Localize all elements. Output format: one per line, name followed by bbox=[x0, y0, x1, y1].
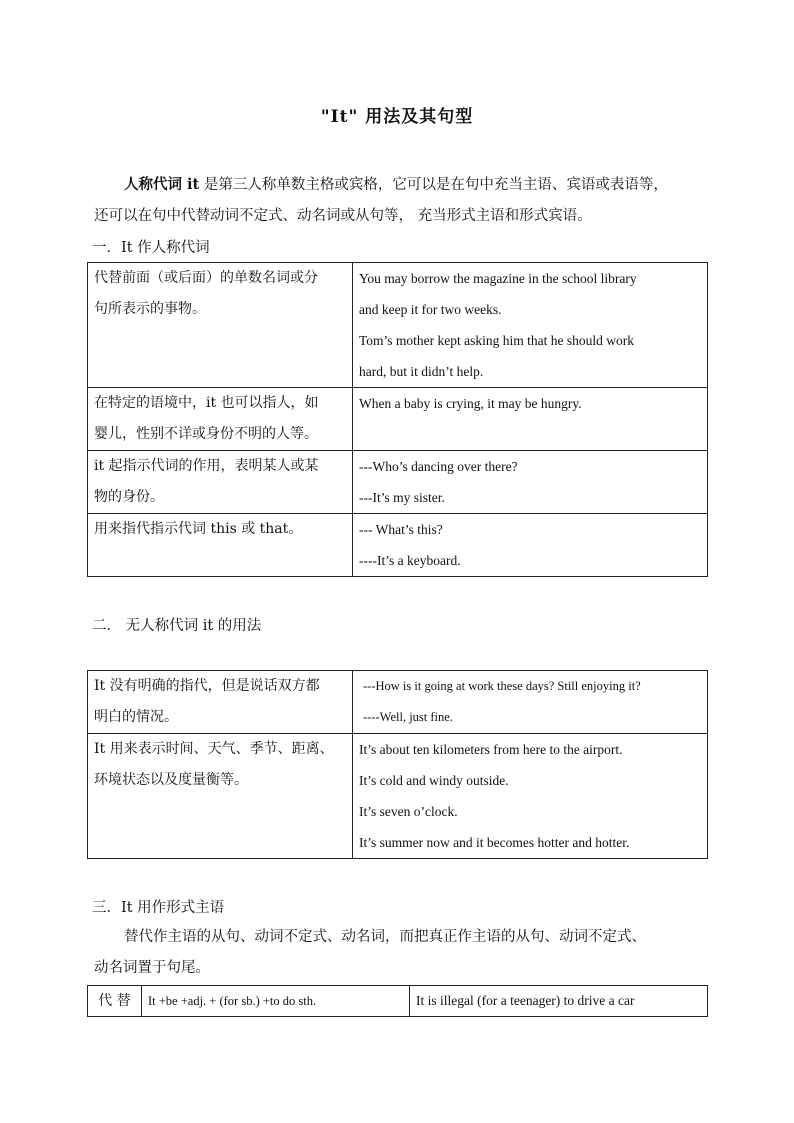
section2-heading: 二． 无人称代词 it 的用法 bbox=[92, 618, 262, 634]
cell-line: 在特定的语境中，it 也可以指人，如 bbox=[94, 395, 319, 411]
table-row bbox=[88, 986, 708, 1017]
table-cell-left bbox=[88, 263, 353, 388]
table-row bbox=[88, 734, 708, 859]
cell-line: hard, but it didn’t help. bbox=[359, 364, 484, 379]
table-cell-right bbox=[353, 263, 708, 388]
cell-line: It 没有明确的指代，但是说话双方都 bbox=[94, 678, 320, 694]
page-title: "It" 用法及其句型 bbox=[320, 107, 474, 127]
table-row bbox=[88, 451, 708, 514]
cell-line: --- What’s this? bbox=[359, 522, 443, 537]
intro-line-1-rest: 是第三人称单数主格或宾格，它可以是在句中充当主语、宾语或表语等， bbox=[199, 177, 668, 193]
table-cell-right bbox=[353, 671, 708, 734]
table-cell-left bbox=[88, 451, 353, 514]
cell-line: 用来指代指示代词 this 或 that。 bbox=[94, 521, 303, 537]
table-cell-left bbox=[88, 734, 353, 859]
cell-line: it 起指示代词的作用，表明某人或某 bbox=[94, 458, 319, 474]
cell-line: When a baby is crying, it may be hungry. bbox=[359, 396, 582, 411]
section1-table bbox=[87, 262, 708, 577]
section3-paragraph bbox=[94, 922, 706, 984]
section3-line-2: 动名词置于句尾。 bbox=[94, 960, 210, 976]
cell-line: It’s cold and windy outside. bbox=[359, 773, 509, 788]
section2-table bbox=[87, 670, 708, 859]
cell-line: Tom’s mother kept asking him that he should work bbox=[359, 333, 635, 348]
cell-line: ---It’s my sister. bbox=[359, 490, 445, 505]
cell-line: It’s summer now and it becomes hotter and hotter. bbox=[359, 835, 630, 850]
cell-line: 婴儿，性别不详或身份不明的人等。 bbox=[94, 426, 318, 442]
table-cell-example: It is illegal (for a teenager) to drive a car bbox=[410, 986, 708, 1017]
section1-heading: 一．It 作人称代词 bbox=[92, 240, 210, 256]
table-cell-right bbox=[353, 451, 708, 514]
table-cell-left bbox=[88, 388, 353, 451]
cell-line: ---How is it going at work these days? Still enjoying it? bbox=[363, 679, 641, 693]
cell-line: 代替前面（或后面）的单数名词或分 bbox=[94, 270, 318, 286]
cell-line: 明白的情况。 bbox=[94, 709, 178, 725]
table-cell-right bbox=[353, 514, 708, 577]
table-row bbox=[88, 263, 708, 388]
cell-line: ----It’s a keyboard. bbox=[359, 553, 461, 568]
cell-line: 环境状态以及度量衡等。 bbox=[94, 772, 248, 788]
cell-line: ---Who’s dancing over there? bbox=[359, 459, 518, 474]
cell-line: ----Well, just fine. bbox=[363, 710, 453, 724]
table-row bbox=[88, 388, 708, 451]
intro-line-2: 还可以在句中代替动词不定式、动名词或从句等， 充当形式主语和形式宾语。 bbox=[94, 208, 592, 224]
table-cell-right bbox=[353, 388, 708, 451]
section3-heading: 三．It 用作形式主语 bbox=[92, 900, 225, 916]
table-cell-left bbox=[88, 671, 353, 734]
cell-line: It 用来表示时间、天气、季节、距离、 bbox=[94, 741, 334, 757]
table-cell-right bbox=[353, 734, 708, 859]
table-row bbox=[88, 671, 708, 734]
table-cell-pattern: It +be +adj. + (for sb.) +to do sth. bbox=[142, 986, 410, 1017]
cell-line: It’s seven o’clock. bbox=[359, 804, 458, 819]
intro-line-1 bbox=[94, 169, 706, 201]
intro-bold-lead: 人称代词 it bbox=[124, 176, 200, 193]
cell-line: You may borrow the magazine in the school library bbox=[359, 271, 637, 286]
section3-line-1: 替代作主语的从句、动词不定式、动名词，而把真正作主语的从句、动词不定式、 bbox=[124, 929, 646, 945]
table-cell-left bbox=[88, 514, 353, 577]
table-cell-label: 代 替 bbox=[88, 986, 142, 1017]
cell-line: 物的身份。 bbox=[94, 489, 164, 505]
table-row bbox=[88, 514, 708, 577]
intro-paragraph bbox=[94, 169, 706, 232]
cell-line: and keep it for two weeks. bbox=[359, 302, 502, 317]
cell-line: 句所表示的事物。 bbox=[94, 301, 206, 317]
section3-table bbox=[87, 985, 708, 1017]
cell-line: It’s about ten kilometers from here to the airport. bbox=[359, 742, 623, 757]
